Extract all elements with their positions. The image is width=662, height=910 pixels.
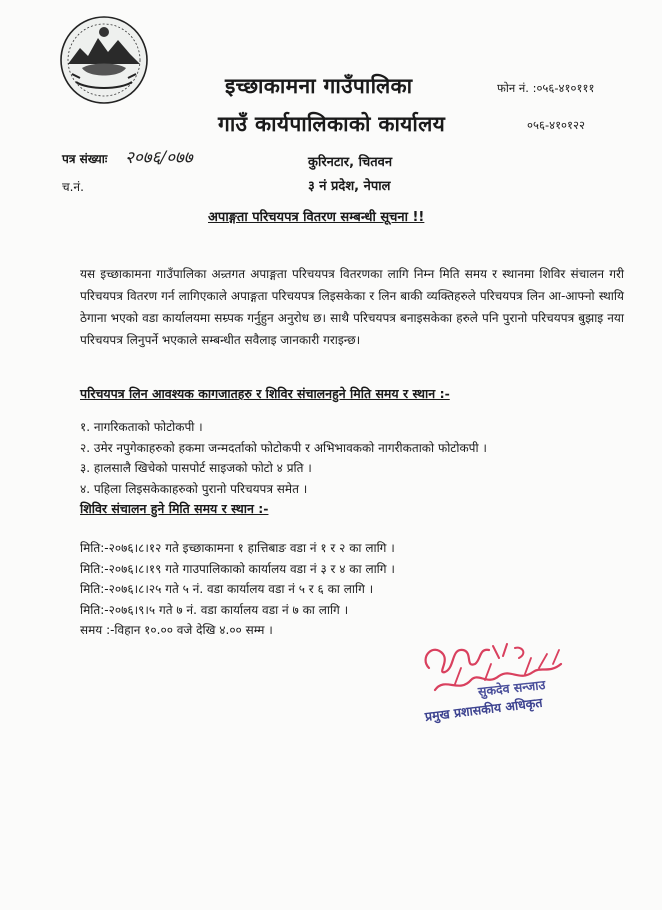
- list-item: ३. हालसालै खिचेको पासपोर्ट साइजको फोटो ४ प्रति ।: [80, 461, 312, 475]
- list-item: समय :-विहान १०.०० वजे देखि ४.०० सम्म ।: [80, 623, 273, 637]
- address-line-1: कुरिनटार, चितवन: [308, 155, 393, 170]
- notice-body: यस इच्छाकामना गाउँपालिका अन्र्तगत अपाङ्गता परिचयपत्र वितरणका लागि निम्न मिति समय र स्थानमा शिविर संचालन गरी परिचयपत्र वितरण गर्न लागिएकाले अपाङ्गता परिचयपत्र लिइसकेका र लिन बाकी व्यक्तिहरुले परिचयपत्र लिन आ-आफ्नो स्थायि ठेगाना भएको वडा कार्यालयमा सम्र्पक गर्नुहुन अनुरोध छ। साथै परिचयपत्र बनाइसकेका हरुले पनि पुरानो परिचयपत्र बुझाइ नया परिचयपत्र लिनुपर्ने भएकाले सम्बन्धीत सवैलाइ जानकारी गराइन्छ।: [80, 267, 624, 347]
- phone-number-secondary: ०५६-४१०१२२: [527, 118, 585, 132]
- signatory-name: सुकदेव सन्जाउ: [477, 676, 546, 699]
- schedule-list: [80, 538, 395, 641]
- list-item: मिति:-२०७६।८।२५ गते ५ नं. वडा कार्यालय वडा नं ५ र ६ का लागि ।: [80, 582, 374, 596]
- schedule-heading: शिविर संचालन हुने मिति समय र स्थान :-: [80, 501, 269, 516]
- nepal-emblem-icon: [58, 14, 150, 106]
- list-item: २. उमेर नपुगेकाहरुको हकमा जन्मदर्ताको फोटोकपी र अभिभावकको नागरीकताको फोटोकपी ।: [80, 440, 487, 455]
- ref-number-value: २०७६/०७७: [125, 148, 193, 168]
- list-item: ४. पहिला लिइसकेकाहरुको पुरानो परिचयपत्र समेत ।: [80, 481, 308, 496]
- list-item: मिति:-२०७६।८।१२ गते इच्छाकामना १ हात्तिबाङ वडा नं १ र २ का लागि ।: [80, 541, 395, 555]
- list-item: मिति:-२०७६।९।५ गते ७ नं. वडा कार्यालय वडा नं ७ का लागि ।: [80, 602, 349, 617]
- list-item: मिति:-२०७६।८।१९ गते गाउपालिकाको कार्यालय वडा नं ३ र ४ का लागि ।: [80, 561, 395, 576]
- requirements-list: [80, 417, 487, 499]
- signatory-designation: प्रमुख प्रशासकीय अधिकृत: [424, 694, 544, 724]
- requirements-heading: परिचयपत्र लिन आवश्यक कागजातहरु र शिविर संचालनहुने मिति समय र स्थान :-: [80, 386, 450, 401]
- list-item: १. नागरिकताको फोटोकपी ।: [80, 420, 203, 434]
- phone-number-primary: फोन नं. :०५६-४१०१११: [497, 81, 595, 95]
- office-title: गाउँ कार्यपालिकाको कार्यालय: [218, 112, 446, 136]
- address-line-2: ३ नं प्रदेश, नेपाल: [308, 179, 391, 194]
- dispatch-number-label: च.नं.: [62, 180, 84, 194]
- municipality-title: इच्छाकामना गाउँपालिका: [225, 74, 413, 98]
- ref-number-label: पत्र संख्याः: [62, 152, 108, 166]
- notice-subject: अपाङ्गता परिचयपत्र वितरण सम्बन्धी सूचना !!: [208, 210, 425, 225]
